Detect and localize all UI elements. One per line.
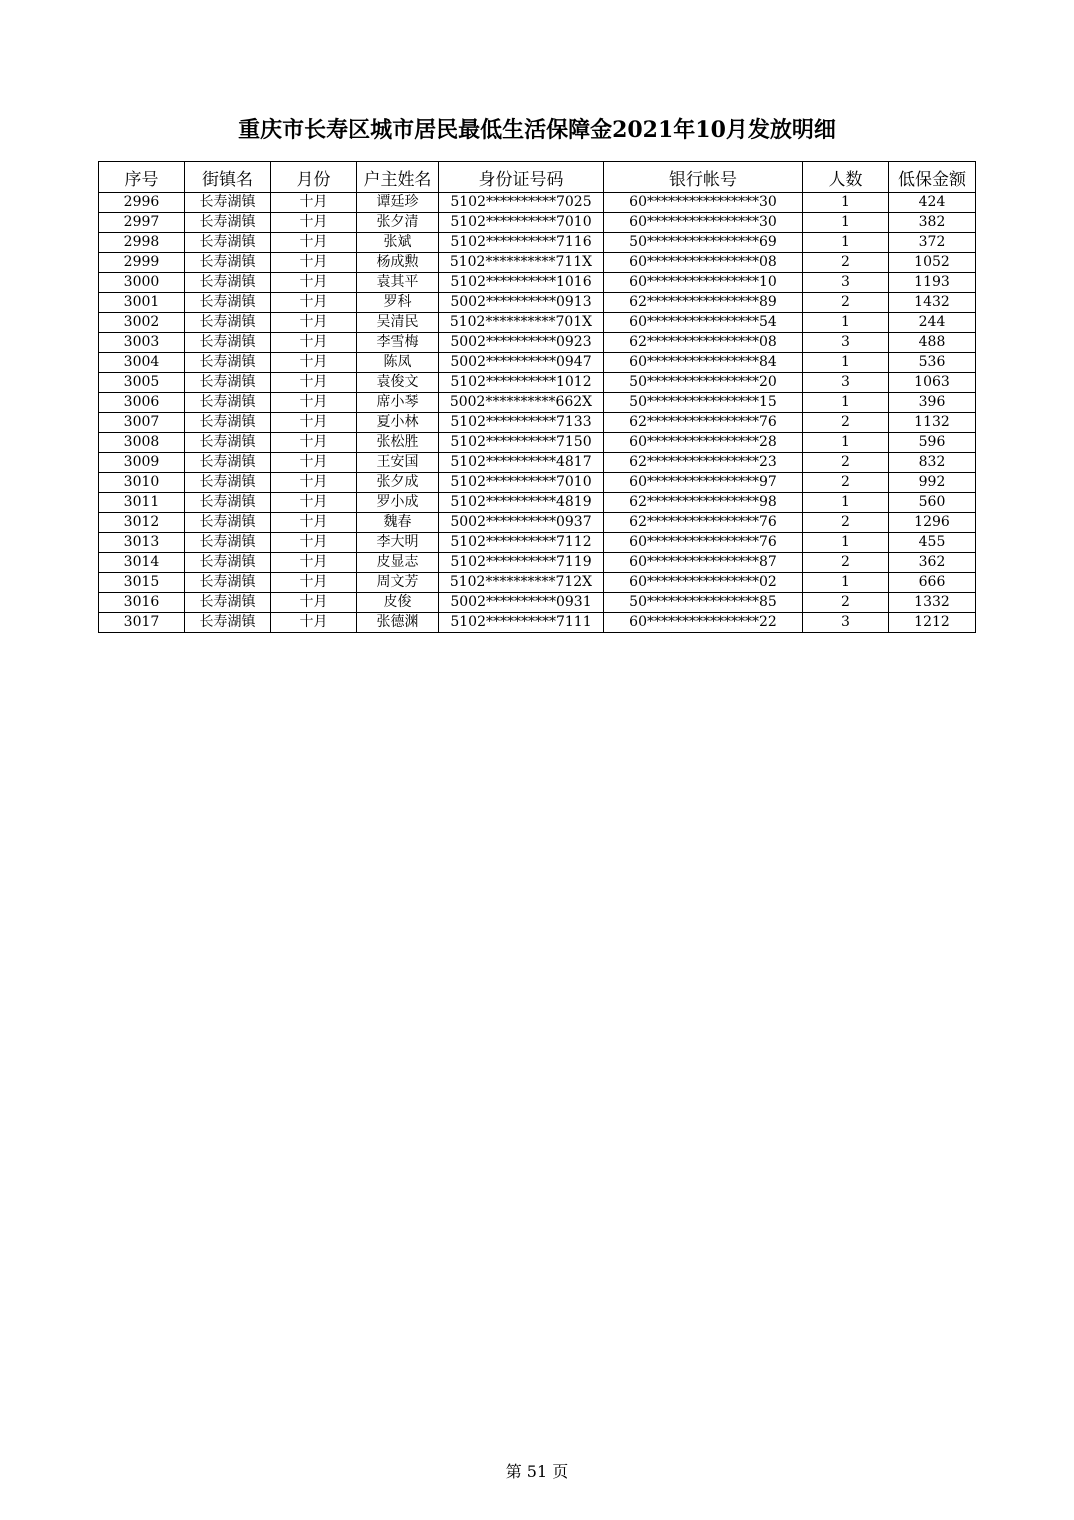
householder-name-cell: 李大明 — [357, 533, 439, 553]
table-row — [99, 393, 976, 413]
month-cell: 十月 — [271, 333, 357, 353]
month-cell: 十月 — [271, 413, 357, 433]
bank-account-cell: 60****************87 — [604, 553, 803, 573]
people-count-cell: 3 — [803, 333, 889, 353]
table-row — [99, 453, 976, 473]
householder-name-cell: 谭廷珍 — [357, 193, 439, 213]
month-cell: 十月 — [271, 513, 357, 533]
serial-number-cell: 3012 — [99, 513, 185, 533]
allowance-amount-cell: 1052 — [889, 253, 976, 273]
serial-number-cell: 3010 — [99, 473, 185, 493]
householder-name-cell: 陈凤 — [357, 353, 439, 373]
allowance-amount-cell: 992 — [889, 473, 976, 493]
table-row — [99, 373, 976, 393]
table-row — [99, 473, 976, 493]
table-row — [99, 193, 976, 213]
householder-name-cell: 张松胜 — [357, 433, 439, 453]
serial-number-cell: 2999 — [99, 253, 185, 273]
allowance-amount-cell: 1332 — [889, 593, 976, 613]
table-row — [99, 613, 976, 633]
bank-account-cell: 62****************23 — [604, 453, 803, 473]
householder-name-cell: 张夕清 — [357, 213, 439, 233]
allowance-amount-cell: 362 — [889, 553, 976, 573]
people-count-cell: 2 — [803, 453, 889, 473]
serial-number-cell: 3000 — [99, 273, 185, 293]
id-number-cell: 5102**********1016 — [439, 273, 604, 293]
allowance-amount-cell: 596 — [889, 433, 976, 453]
people-count-cell: 2 — [803, 293, 889, 313]
allowance-amount-cell: 488 — [889, 333, 976, 353]
bank-account-cell: 50****************85 — [604, 593, 803, 613]
bank-account-cell: 60****************28 — [604, 433, 803, 453]
allowance-amount-cell: 396 — [889, 393, 976, 413]
id-number-cell: 5102**********7010 — [439, 213, 604, 233]
month-cell: 十月 — [271, 493, 357, 513]
allowance-amount-cell: 1296 — [889, 513, 976, 533]
town-name-cell: 长寿湖镇 — [185, 513, 271, 533]
table-row — [99, 533, 976, 553]
allowance-amount-cell: 560 — [889, 493, 976, 513]
town-name-cell: 长寿湖镇 — [185, 393, 271, 413]
householder-name-cell: 张夕成 — [357, 473, 439, 493]
bank-account-cell: 62****************89 — [604, 293, 803, 313]
householder-name-cell: 吴清民 — [357, 313, 439, 333]
id-number-cell: 5002**********0923 — [439, 333, 604, 353]
table-header-row — [99, 162, 976, 193]
bank-account-cell: 60****************10 — [604, 273, 803, 293]
town-name-cell: 长寿湖镇 — [185, 293, 271, 313]
householder-name-cell: 周文芳 — [357, 573, 439, 593]
month-cell: 十月 — [271, 213, 357, 233]
town-name-cell: 长寿湖镇 — [185, 533, 271, 553]
serial-number-cell: 3014 — [99, 553, 185, 573]
bank-account-cell: 50****************69 — [604, 233, 803, 253]
people-count-cell: 3 — [803, 373, 889, 393]
bank-account-cell: 62****************76 — [604, 513, 803, 533]
serial-number-cell: 3017 — [99, 613, 185, 633]
town-name-cell: 长寿湖镇 — [185, 613, 271, 633]
people-count-cell: 2 — [803, 513, 889, 533]
id-number-cell: 5102**********7111 — [439, 613, 604, 633]
month-cell: 十月 — [271, 553, 357, 573]
table-row — [99, 593, 976, 613]
table-row — [99, 253, 976, 273]
bank-account-cell: 60****************84 — [604, 353, 803, 373]
town-name-cell: 长寿湖镇 — [185, 593, 271, 613]
householder-name-cell: 张斌 — [357, 233, 439, 253]
table-row — [99, 433, 976, 453]
month-cell: 十月 — [271, 313, 357, 333]
month-cell: 十月 — [271, 473, 357, 493]
id-number-cell: 5102**********7119 — [439, 553, 604, 573]
id-number-cell: 5002**********662X — [439, 393, 604, 413]
town-name-cell: 长寿湖镇 — [185, 313, 271, 333]
month-cell: 十月 — [271, 373, 357, 393]
people-count-cell: 2 — [803, 253, 889, 273]
table-row — [99, 333, 976, 353]
header-town-name: 街镇名 — [185, 162, 271, 193]
town-name-cell: 长寿湖镇 — [185, 273, 271, 293]
allowance-amount-cell: 536 — [889, 353, 976, 373]
people-count-cell: 1 — [803, 233, 889, 253]
town-name-cell: 长寿湖镇 — [185, 353, 271, 373]
serial-number-cell: 2996 — [99, 193, 185, 213]
serial-number-cell: 3008 — [99, 433, 185, 453]
householder-name-cell: 罗小成 — [357, 493, 439, 513]
header-bank-account: 银行帐号 — [604, 162, 803, 193]
id-number-cell: 5102**********7133 — [439, 413, 604, 433]
people-count-cell: 1 — [803, 433, 889, 453]
bank-account-cell: 60****************08 — [604, 253, 803, 273]
table-row — [99, 273, 976, 293]
page-title: 重庆市长寿区城市居民最低生活保障金2021年10月发放明细 — [238, 117, 836, 143]
bank-account-cell: 60****************30 — [604, 193, 803, 213]
id-number-cell: 5102**********7116 — [439, 233, 604, 253]
town-name-cell: 长寿湖镇 — [185, 373, 271, 393]
id-number-cell: 5002**********0913 — [439, 293, 604, 313]
id-number-cell: 5102**********1012 — [439, 373, 604, 393]
town-name-cell: 长寿湖镇 — [185, 333, 271, 353]
town-name-cell: 长寿湖镇 — [185, 433, 271, 453]
town-name-cell: 长寿湖镇 — [185, 493, 271, 513]
town-name-cell: 长寿湖镇 — [185, 193, 271, 213]
people-count-cell: 1 — [803, 573, 889, 593]
people-count-cell: 1 — [803, 193, 889, 213]
serial-number-cell: 3004 — [99, 353, 185, 373]
header-id-number: 身份证号码 — [439, 162, 604, 193]
people-count-cell: 3 — [803, 613, 889, 633]
town-name-cell: 长寿湖镇 — [185, 453, 271, 473]
table-body — [99, 193, 976, 633]
table-row — [99, 213, 976, 233]
householder-name-cell: 李雪梅 — [357, 333, 439, 353]
table-row — [99, 233, 976, 253]
table-row — [99, 413, 976, 433]
id-number-cell: 5002**********0937 — [439, 513, 604, 533]
town-name-cell: 长寿湖镇 — [185, 233, 271, 253]
header-allowance-amount: 低保金额 — [889, 162, 976, 193]
bank-account-cell: 60****************97 — [604, 473, 803, 493]
month-cell: 十月 — [271, 293, 357, 313]
serial-number-cell: 2997 — [99, 213, 185, 233]
header-serial-number: 序号 — [99, 162, 185, 193]
month-cell: 十月 — [271, 533, 357, 553]
people-count-cell: 1 — [803, 393, 889, 413]
serial-number-cell: 3002 — [99, 313, 185, 333]
allowance-amount-cell: 1193 — [889, 273, 976, 293]
month-cell: 十月 — [271, 273, 357, 293]
month-cell: 十月 — [271, 613, 357, 633]
table-row — [99, 513, 976, 533]
people-count-cell: 2 — [803, 473, 889, 493]
id-number-cell: 5102**********4817 — [439, 453, 604, 473]
householder-name-cell: 皮俊 — [357, 593, 439, 613]
bank-account-cell: 60****************22 — [604, 613, 803, 633]
month-cell: 十月 — [271, 433, 357, 453]
allowance-amount-cell: 382 — [889, 213, 976, 233]
allowance-amount-cell: 244 — [889, 313, 976, 333]
id-number-cell: 5002**********0947 — [439, 353, 604, 373]
householder-name-cell: 席小琴 — [357, 393, 439, 413]
table-row — [99, 313, 976, 333]
people-count-cell: 1 — [803, 353, 889, 373]
serial-number-cell: 3009 — [99, 453, 185, 473]
householder-name-cell: 夏小林 — [357, 413, 439, 433]
people-count-cell: 2 — [803, 593, 889, 613]
householder-name-cell: 魏春 — [357, 513, 439, 533]
month-cell: 十月 — [271, 453, 357, 473]
month-cell: 十月 — [271, 393, 357, 413]
bank-account-cell: 60****************54 — [604, 313, 803, 333]
header-month: 月份 — [271, 162, 357, 193]
month-cell: 十月 — [271, 593, 357, 613]
id-number-cell: 5102**********7112 — [439, 533, 604, 553]
serial-number-cell: 3003 — [99, 333, 185, 353]
allowance-amount-cell: 832 — [889, 453, 976, 473]
bank-account-cell: 50****************20 — [604, 373, 803, 393]
householder-name-cell: 袁俊文 — [357, 373, 439, 393]
id-number-cell: 5102**********701X — [439, 313, 604, 333]
id-number-cell: 5002**********0931 — [439, 593, 604, 613]
id-number-cell: 5102**********7025 — [439, 193, 604, 213]
allowance-amount-cell: 1063 — [889, 373, 976, 393]
people-count-cell: 1 — [803, 313, 889, 333]
month-cell: 十月 — [271, 233, 357, 253]
header-householder-name: 户主姓名 — [357, 162, 439, 193]
serial-number-cell: 3016 — [99, 593, 185, 613]
serial-number-cell: 3011 — [99, 493, 185, 513]
town-name-cell: 长寿湖镇 — [185, 573, 271, 593]
people-count-cell: 1 — [803, 213, 889, 233]
month-cell: 十月 — [271, 253, 357, 273]
people-count-cell: 1 — [803, 493, 889, 513]
id-number-cell: 5102**********7010 — [439, 473, 604, 493]
town-name-cell: 长寿湖镇 — [185, 553, 271, 573]
serial-number-cell: 3005 — [99, 373, 185, 393]
town-name-cell: 长寿湖镇 — [185, 213, 271, 233]
bank-account-cell: 62****************98 — [604, 493, 803, 513]
town-name-cell: 长寿湖镇 — [185, 413, 271, 433]
table-row — [99, 293, 976, 313]
month-cell: 十月 — [271, 353, 357, 373]
householder-name-cell: 王安国 — [357, 453, 439, 473]
table-row — [99, 573, 976, 593]
bank-account-cell: 50****************15 — [604, 393, 803, 413]
allowance-amount-cell: 1432 — [889, 293, 976, 313]
serial-number-cell: 2998 — [99, 233, 185, 253]
page-number: 第 51 页 — [505, 1462, 569, 1481]
people-count-cell: 2 — [803, 553, 889, 573]
relief-payment-table — [98, 161, 976, 633]
table-row — [99, 353, 976, 373]
table-row — [99, 493, 976, 513]
serial-number-cell: 3013 — [99, 533, 185, 553]
householder-name-cell: 杨成勲 — [357, 253, 439, 273]
serial-number-cell: 3007 — [99, 413, 185, 433]
bank-account-cell: 62****************76 — [604, 413, 803, 433]
month-cell: 十月 — [271, 573, 357, 593]
id-number-cell: 5102**********7150 — [439, 433, 604, 453]
id-number-cell: 5102**********4819 — [439, 493, 604, 513]
householder-name-cell: 张德渊 — [357, 613, 439, 633]
householder-name-cell: 皮显志 — [357, 553, 439, 573]
id-number-cell: 5102**********712X — [439, 573, 604, 593]
bank-account-cell: 62****************08 — [604, 333, 803, 353]
people-count-cell: 2 — [803, 413, 889, 433]
serial-number-cell: 3001 — [99, 293, 185, 313]
town-name-cell: 长寿湖镇 — [185, 253, 271, 273]
allowance-amount-cell: 1132 — [889, 413, 976, 433]
id-number-cell: 5102**********711X — [439, 253, 604, 273]
allowance-amount-cell: 455 — [889, 533, 976, 553]
allowance-amount-cell: 666 — [889, 573, 976, 593]
bank-account-cell: 60****************76 — [604, 533, 803, 553]
people-count-cell: 1 — [803, 533, 889, 553]
allowance-amount-cell: 424 — [889, 193, 976, 213]
allowance-amount-cell: 372 — [889, 233, 976, 253]
householder-name-cell: 罗科 — [357, 293, 439, 313]
table-row — [99, 553, 976, 573]
allowance-amount-cell: 1212 — [889, 613, 976, 633]
serial-number-cell: 3006 — [99, 393, 185, 413]
serial-number-cell: 3015 — [99, 573, 185, 593]
town-name-cell: 长寿湖镇 — [185, 473, 271, 493]
header-people-count: 人数 — [803, 162, 889, 193]
bank-account-cell: 60****************02 — [604, 573, 803, 593]
bank-account-cell: 60****************30 — [604, 213, 803, 233]
month-cell: 十月 — [271, 193, 357, 213]
people-count-cell: 3 — [803, 273, 889, 293]
householder-name-cell: 袁其平 — [357, 273, 439, 293]
